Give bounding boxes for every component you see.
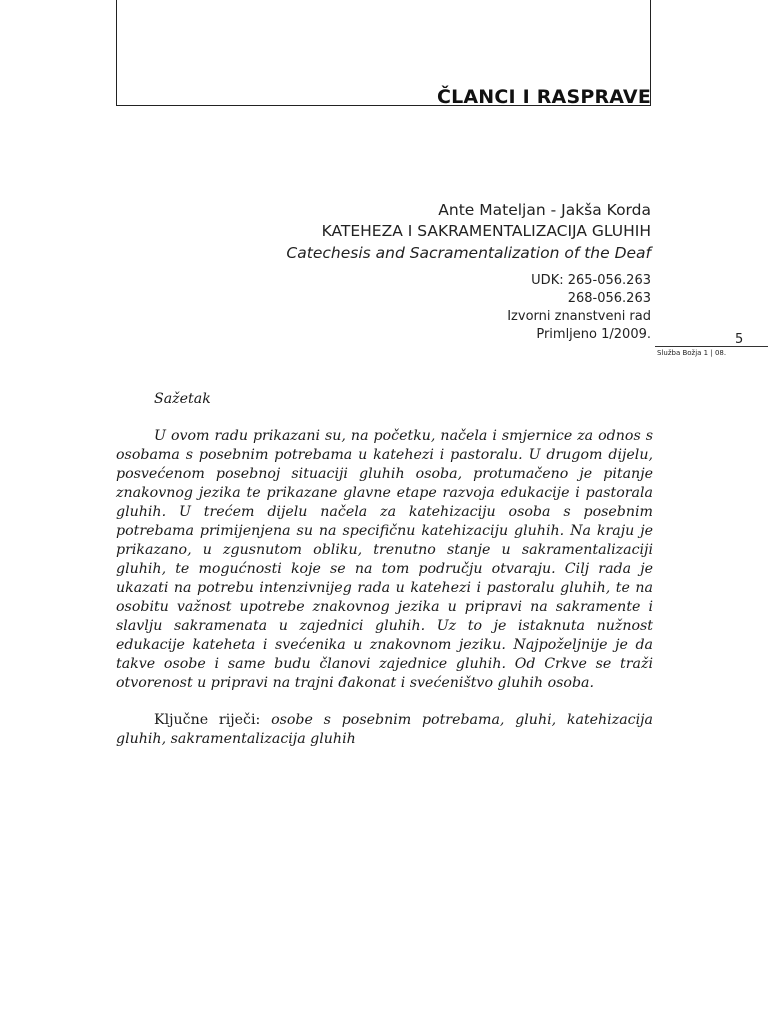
page-number-rule [655,346,768,347]
keywords-label: Ključne riječi: [154,712,261,728]
udk-code-1: UDK: 265-056.263 [531,273,651,288]
abstract-section [116,390,653,749]
abstract-heading: Sažetak [154,391,211,407]
article-title: KATEHEZA I SAKRAMENTALIZACIJA GLUHIH [321,222,651,240]
udk-code-2: 268-056.263 [567,291,651,306]
keywords-list: osobe s posebnim potrebama, gluhi, katehizacija gluhih, sakramentalizacija gluhih [116,712,653,747]
journal-reference: Služba Božja 1 | 08. [657,349,727,357]
abstract-body: U ovom radu prikazani su, na početku, načela i smjernice za odnos s osobama s posebnim potrebama u katehezi i pastoralu. U drugom dijelu, posvećenom posebnoj situaciji gluhih osoba, protumačeno je pitanje znakovnog jezika te prikazane glavne etape razvoja edukacije i pastorala gluhih. U trećem dijelu načela za katehizaciju osoba s posebnim potrebama primijenjena su na specifičnu katehizaciju gluhih. Na kraju je prikazano, u zgusnutom obliku, trenutno stanje u sakramentalizaciji gluhih, te mogućnosti koje se na tom području otvaraju. Cilj rada je ukazati na potrebu intenzivnijeg rada u katehezi i pastoralu gluhih, te na osobitu važnost upotrebe znakovnog jezika u pripravi na sakramente i slavlju sakramenata u zajednici gluhih. Uz to je istaknuta nužnost edukacije kateheta i svećenika u znakovnom jeziku. Najpoželjnije je da takve osobe i same budu članovi zajednice gluhih. Od Crkve se traži otvorenost u pripravi na trajni đakonat i svećeništvo gluhih osoba. [116,428,653,691]
received-date: Primljeno 1/2009. [536,327,651,342]
section-title: ČLANCI I RASPRAVE [436,86,651,108]
page-number: 5 [735,332,744,347]
keywords [116,711,653,749]
article-title-english: Catechesis and Sacramentalization of the Deaf [286,244,651,262]
classification-block [507,272,651,344]
paper-type: Izvorni znanstveni rad [507,309,651,324]
article-authors: Ante Mateljan - Jakša Korda [438,201,651,219]
